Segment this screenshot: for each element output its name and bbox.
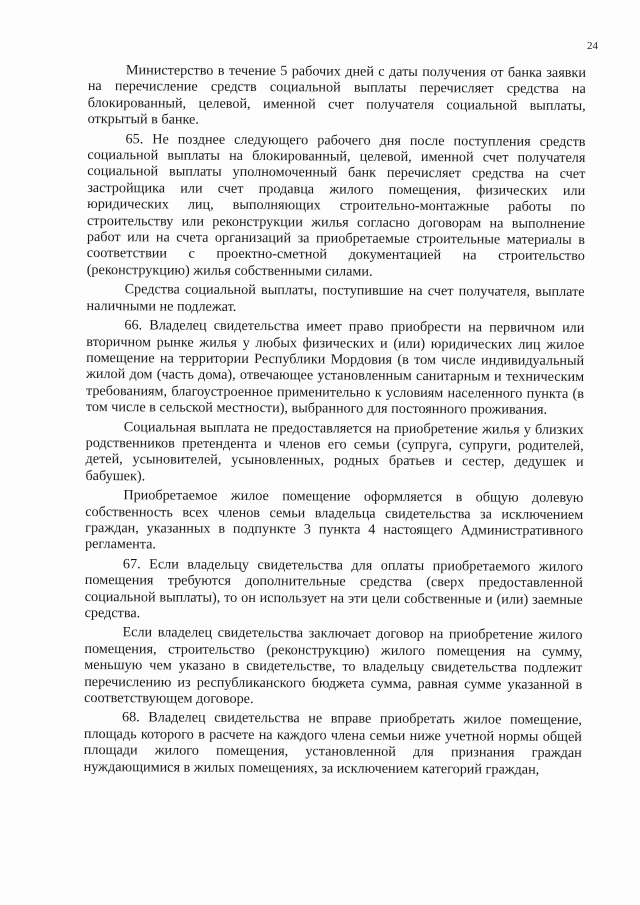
- page-number: 24: [587, 40, 598, 52]
- document-body: [84, 62, 586, 781]
- paragraph-66: 66. Владелец свидетельства имеет право приобрести на первичном или вторичном рынке жилья у любых физических и (или) юридических лиц жилое помещение на территории Республики Мордовия (в том числе индивидуальный жилой дом (часть дома), отвечающее установленным санитарным и техническим требованиям, благоустроенное применительно к условиям населенного пункта (в том числе в сельской местности), выбранного для постоянного проживания.: [85, 317, 585, 418]
- paragraph-no-cash: Средства социальной выплаты, поступившие на счет получателя, выплате наличными не подлежат.: [86, 281, 585, 315]
- paragraph-relatives-exclusion: Социальная выплата не предоставляется на приобретение жилья у близких родственников претендента и членов его семьи (супруга, супруги, родителей, детей, усыновителей, усыновленных, родных братьев и сестер, дедушек и бабушек).: [85, 418, 584, 485]
- paragraph-shared-ownership: Приобретаемое жилое помещение оформляется в общую долевую собственность всех членов семьи владельца свидетельства за исключением граждан, указанных в подпункте 3 пункта 4 настоящего Административного регламента.: [85, 487, 584, 553]
- paragraph-68: 68. Владелец свидетельства не вправе приобретать жилое помещение, площадь которого в расчете на каждого члена семьи ниже учетной нормы общей площади жилого помещения, установленной для признания граждан нуждающимися в жилых помещениях, за исключением категорий граждан,: [83, 709, 583, 778]
- paragraph-ministry-transfer: Министерство в течение 5 рабочих дней с даты получения от банка заявки на перечисление средств социальной выплаты перечисляет средства на блокированный, целевой, именной счет получателя социальной выплаты, открытый в банке.: [87, 62, 586, 128]
- paragraph-smaller-sum: Если владелец свидетельства заключает договор на приобретение жилого помещения, строительство (реконструкцию) жилого помещения на сумму, меньшую чем указано в свидетельстве, то владельцу свидетельства подлежит перечислению из республиканского бюджета сумма, равная сумме указанной в соответствующем договоре.: [84, 624, 583, 708]
- paragraph-65: 65. Не позднее следующего рабочего дня после поступления средств социальной выплаты на блокированный, целевой, именной счет получателя социальной выплаты уполномоченный банк перечисляет средства на счет застройщика или счет продавца жилого помещения, физических или юридических лиц, выполняющих строительно-монтажные работы по строительству или реконструкции жилья согласно договорам на выполнение работ или на счета организаций за приобретаемые строительные материалы в соответствии с проектно-сметной документацией на строительство (реконструкцию) жилья собственными силами.: [86, 130, 586, 280]
- paragraph-67: 67. Если владельцу свидетельства для оплаты приобретаемого жилого помещения требуются дополнительные средства (сверх предоставленной социальной выплаты), то он использует на эти цели собственные и (или) заемные средства.: [84, 556, 583, 622]
